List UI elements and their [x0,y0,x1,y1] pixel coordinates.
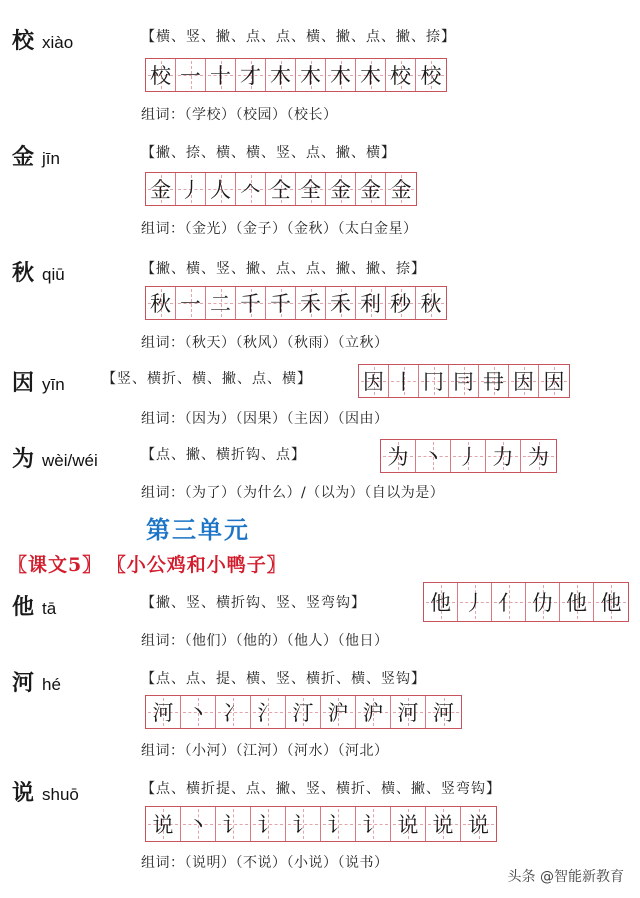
grid-cell: 他 [594,583,628,621]
entry-heading [12,256,65,287]
stroke-order: 【点、横折提、点、撇、竖、横折、横、撇、竖弯钩】 [141,781,501,797]
grid-cell: 丨 [389,365,419,397]
writing-grid [145,172,417,206]
grid-cell: 秋 [146,287,176,319]
character-entry-xiao [0,24,640,123]
grid-cell: 氵 [251,696,286,728]
grid-cell: 金 [386,173,416,205]
writing-grid [145,806,497,842]
grid-cell: 金 [326,173,356,205]
pinyin: qiū [42,265,65,284]
grid-cell: 因 [509,365,539,397]
hanzi: 说 [12,780,35,806]
pinyin: yīn [42,375,65,394]
grid-cell: 讠 [251,807,286,841]
hanzi: 为 [12,446,35,472]
lesson-title: 〖小公鸡和小鸭子〗 [116,554,287,576]
grid-cell: 秒 [386,287,416,319]
lesson-label: 〖课文5〗 [8,554,103,576]
entry-heading [12,140,60,171]
grid-cell: 金 [146,173,176,205]
word-examples: 组词：（因为）（因果）（主因）（因由） [141,411,389,427]
hanzi: 河 [12,670,35,696]
stroke-order: 【点、撇、横折钩、点】 [141,447,306,463]
grid-cell: 丿 [176,173,206,205]
grid-cell: 金 [356,173,386,205]
grid-cell: 丿 [458,583,492,621]
grid-cell: 丿 [451,440,486,472]
grid-cell: 沪 [321,696,356,728]
grid-cell: 校 [146,59,176,91]
grid-cell: 木 [356,59,386,91]
character-entry-he [0,666,640,759]
grid-cell: 讠 [321,807,356,841]
word-examples: 组词：（说明）（不说）（小说）（说书） [141,855,389,871]
character-entry-ta [0,590,640,649]
stroke-order: 【撇、竖、横折钩、竖、竖弯钩】 [141,595,366,611]
grid-cell: 丶 [416,440,451,472]
hanzi: 金 [12,144,35,170]
grid-cell: 讠 [356,807,391,841]
stroke-order: 【竖、横折、横、撇、点、横】 [102,371,312,387]
grid-cell: 仝 [266,173,296,205]
grid-cell: 河 [146,696,181,728]
grid-cell: 亻 [492,583,526,621]
grid-cell: 木 [326,59,356,91]
grid-cell: 沪 [356,696,391,728]
entry-heading [12,776,79,807]
word-examples: 组词：（秋天）（秋风）（秋雨）（立秋） [141,335,389,351]
writing-grid [145,286,447,320]
grid-cell: 汀 [286,696,321,728]
grid-cell: 丶 [181,807,216,841]
entry-heading [12,442,98,473]
word-examples: 组词：（为了）（为什么）/（以为）（自以为是） [141,485,445,501]
pinyin: xiào [42,33,74,52]
character-entry-yin [0,366,640,427]
stroke-order: 【撇、横、竖、撇、点、点、撇、撇、捺】 [141,261,426,277]
grid-cell: 因 [359,365,389,397]
grid-cell: 讠 [286,807,321,841]
hanzi: 秋 [12,260,35,286]
stroke-order: 【横、竖、撇、点、点、横、撇、点、撇、捺】 [141,29,456,45]
character-entry-wei [0,442,640,501]
hanzi: 因 [12,370,35,396]
grid-cell: 𠆢 [236,173,266,205]
grid-cell: 冄 [479,365,509,397]
grid-cell: 因 [539,365,569,397]
grid-cell: 说 [426,807,461,841]
grid-cell: 禾 [296,287,326,319]
hanzi: 他 [12,594,35,620]
grid-cell: 为 [521,440,556,472]
grid-cell: 秋 [416,287,446,319]
pinyin: hé [42,675,61,694]
grid-cell: 仂 [526,583,560,621]
grid-cell: 他 [424,583,458,621]
unit-heading: 第三单元 [146,515,250,544]
pinyin: wèi/wéi [42,451,98,470]
entry-heading [12,666,61,697]
grid-cell: 校 [416,59,446,91]
grid-cell: 利 [356,287,386,319]
grid-cell: 十 [206,59,236,91]
entry-heading [12,366,65,397]
grid-cell: 冂 [419,365,449,397]
grid-cell: 说 [146,807,181,841]
grid-cell: 二 [206,287,236,319]
grid-cell: 校 [386,59,416,91]
entry-heading [12,24,73,55]
character-entry-shuo [0,776,640,871]
grid-cell: 说 [391,807,426,841]
grid-cell: 千 [266,287,296,319]
grid-cell: 木 [296,59,326,91]
word-examples: 组词：（小河）（江河）（河水）（河北） [141,743,389,759]
writing-grid [423,582,629,622]
grid-cell: 冫 [216,696,251,728]
writing-grid [380,439,557,473]
grid-cell: 河 [391,696,426,728]
writing-grid [358,364,570,398]
grid-cell: 冃 [449,365,479,397]
source-watermark: 头条 @智能新教育 [507,869,624,885]
grid-cell: 为 [381,440,416,472]
writing-grid [145,58,447,92]
stroke-order: 【点、点、提、横、竖、横折、横、竖钩】 [141,671,426,687]
lesson-heading [8,550,287,577]
pinyin: jīn [42,149,60,168]
grid-cell: 丶 [181,696,216,728]
grid-cell: 才 [236,59,266,91]
grid-cell: 力 [486,440,521,472]
word-examples: 组词：（学校）（校园）（校长） [141,107,338,123]
pinyin: tā [42,599,57,618]
grid-cell: 说 [461,807,496,841]
grid-cell: 讠 [216,807,251,841]
pinyin: shuō [42,785,79,804]
character-entry-jin [0,140,640,237]
grid-cell: 全 [296,173,326,205]
grid-cell: 河 [426,696,461,728]
grid-cell: 一 [176,59,206,91]
character-entry-qiu [0,256,640,351]
grid-cell: 木 [266,59,296,91]
grid-cell: 他 [560,583,594,621]
entry-heading [12,590,56,621]
writing-grid [145,695,462,729]
grid-cell: 禾 [326,287,356,319]
grid-cell: 千 [236,287,266,319]
hanzi: 校 [12,28,35,54]
word-examples: 组词：（他们）（他的）（他人）（他日） [141,633,389,649]
grid-cell: 人 [206,173,236,205]
stroke-order: 【撇、捺、横、横、竖、点、撇、横】 [141,145,396,161]
grid-cell: 一 [176,287,206,319]
word-examples: 组词：（金光）（金子）（金秋）（太白金星） [141,221,418,237]
